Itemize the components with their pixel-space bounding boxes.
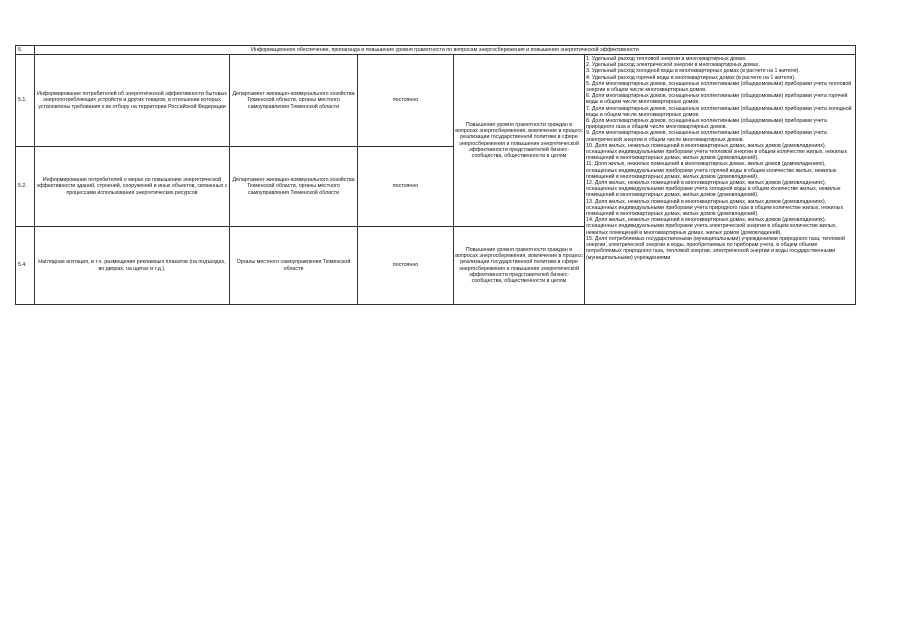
row-number: 5.2. — [16, 147, 35, 227]
measure-cell: Информирование потребителей о мерах по повышению энергетической эффективности зданий, строений, сооружений и иных объектов, связанных с процессами использования энергетических ресурсов — [35, 147, 230, 227]
term-cell: постоянно — [358, 147, 454, 227]
term-cell: постоянно — [358, 55, 454, 147]
indicators-cell — [585, 55, 856, 305]
table-row — [16, 55, 856, 147]
document-sheet — [15, 45, 855, 305]
executor-cell: Органы местного самоуправления Тюменской области — [230, 227, 358, 305]
section-title: Информационное обеспечение, пропаганда и повышение уровня грамотности по вопросам энергосбережения и повышения энергетической эффективности — [35, 46, 856, 55]
indicator-item: 12. Доля жилых, нежилых помещений в многоквартирных домах, жилых домов (домовладениях), оснащенных индивидуальными приборами учета холодной воды в общем количестве жилых, нежилых помещений в многоквартирных домах, жилых домов (домовладений). — [586, 180, 841, 199]
indicator-item: 14. Доля жилых, нежилых помещений в многоквартирных домах, жилых домов (домовладениях), оснащенных индивидуальными приборами учета электрической энергии в общем количестве жилых, нежилых помещений в многоквартирных домах, жилых домов (домовладений). — [586, 217, 837, 236]
executor-cell: Департамент жилищно-коммунального хозяйства Тюменской области, органы местного самоуправления Тюменской области — [230, 55, 358, 147]
result-cell: Повышение уровня грамотности граждан в вопросах энергосбережения, вовлечение в процесс реализации государственной политики в сфере энергосбережения и повышения энергетической эффективности представителей бизнес-сообщества, общественности в целом — [454, 227, 585, 305]
measure-cell: Информирование потребителей об энергетической эффективности бытовых энергопотребляющих устройств и других товаров, в отношении которых установлены требования к их отбору на территории Российской Федерации — [35, 55, 230, 147]
result-cell: Повышение уровня грамотности граждан в вопросах энергосбережения, вовлечение в процесс реализации государственной политики в сфере энергосбережения и повышения энергетической эффективности представителей бизнес-сообщества, общественности в целом — [454, 55, 585, 227]
row-number: 5.1. — [16, 55, 35, 147]
measure-cell: Наглядная агитация, в т.ч. размещение рекламных плакатов (на подъездах, во дворах, на щитах и т.д.). — [35, 227, 230, 305]
indicator-item: 2. Удельный расход электрической энергии в многоквартирных домах. — [586, 62, 760, 69]
indicators-list — [586, 56, 854, 261]
indicator-item: 15. Доля потребляемых государственными (муниципальными) учреждениями природного газа, тепловой энергии, электрической энергии и воды, приобретаемых по приборам учета, в общем объеме потребляемых природного газа, тепловой энергии, электрической энергии и воды государственными (муниципальными) учреждениями — [586, 235, 845, 261]
indicator-item: 7. Доля многоквартирных домов, оснащенных коллективными (общедомовыми) приборами учета холодной воды в общем числе многоквартирных домов. — [586, 105, 852, 118]
indicator-item: 1. Удельный расход тепловой энергии в многоквартирных домах. — [586, 56, 747, 62]
section-row — [16, 46, 856, 55]
indicator-item: 11. Доля жилых, нежилых помещений в многоквартирных домах, жилых домов (домовладениях), оснащенных индивидуальными приборами учета горячей воды в общем количестве жилых, нежилых помещений в многоквартирных домах, жилых домов (домовладений). — [586, 161, 837, 180]
executor-cell: Департамент жилищно-коммунального хозяйства Тюменской области, органы местного самоуправления Тюменской области — [230, 147, 358, 227]
indicator-item: 8. Доля многоквартирных домов, оснащенных коллективными (общедомовыми) приборами учета природного газа в общем числе многоквартирных домов. — [586, 118, 827, 131]
section-number: 5. — [16, 46, 35, 55]
measures-table — [15, 45, 856, 305]
indicator-item: 6. Доля многоквартирных домов, оснащенных коллективными (общедомовыми) приборами учета горячей воды в общем числе многоквартирных домов. — [586, 93, 848, 106]
indicator-item: 10. Доля жилых, нежилых помещений в многоквартирных домах, жилых домов (домовладениях), оснащенных индивидуальными приборами учета тепловой энергии в общем количестве жилых, нежилых помещений в многоквартирных домах, жилых домов (домовладений). — [586, 142, 848, 162]
indicator-item: 9. Доля многоквартирных домов, оснащенных коллективными (общедомовыми) приборами учета электрической энергии в общем числе многоквартирных домов. — [586, 130, 827, 143]
row-number: 5.4. — [16, 227, 35, 305]
term-cell: постоянно — [358, 227, 454, 305]
indicator-item: 5. Доля многоквартирных домов, оснащенных коллективными (общедомовыми) приборами учета тепловой энергии в общем числе многоквартирных домов. — [586, 80, 852, 94]
indicator-item: 13. Доля жилых, нежилых помещений в многоквартирных домах, жилых домов (домовладениях), оснащенных индивидуальными приборами учета природного газа в общем количестве жилых, нежилых помещений в многоквартирных домах, жилых домов (домовладений). — [586, 198, 844, 218]
indicator-item: 4. Удельный расход горячей воды в многоквартирных домах (в расчете на 1 жителя). — [586, 74, 796, 81]
indicator-item: 3. Удельный расход холодной воды в многоквартирных домах (в расчете на 1 жителя). — [586, 68, 800, 75]
